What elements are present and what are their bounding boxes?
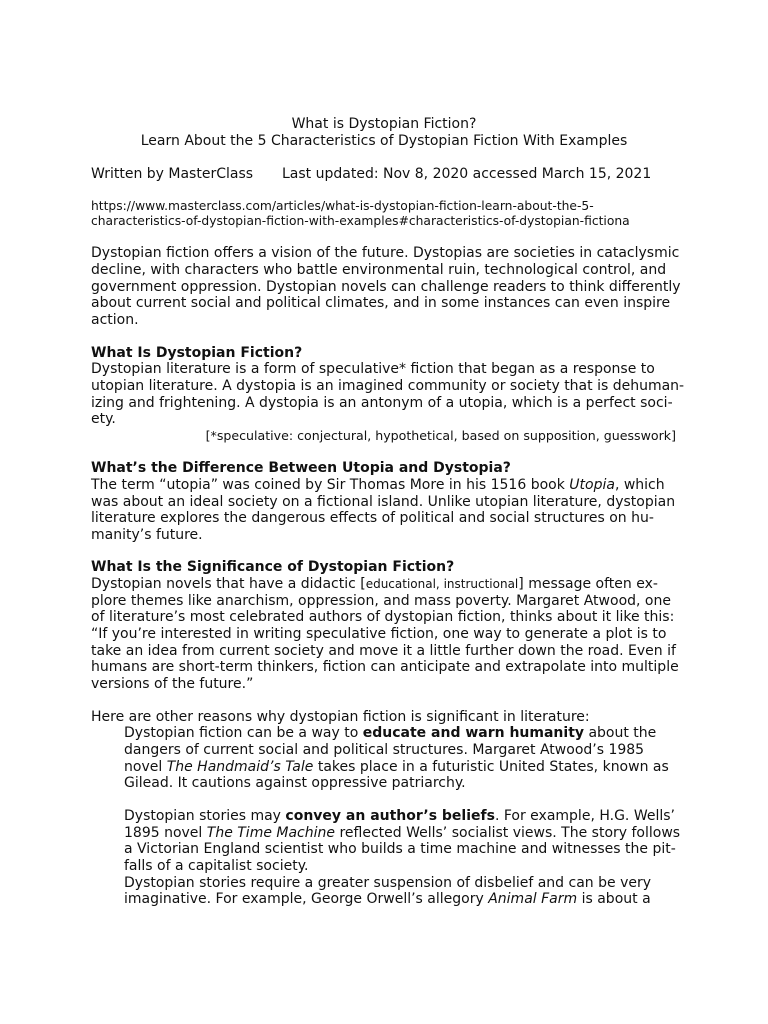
reason2-line-3: a Victorian England scientist who builds a time machine and witnesses the pit- bbox=[124, 841, 676, 857]
heading-what-is-dystopian-fiction: What Is Dystopian Fiction? bbox=[91, 345, 303, 361]
section3-line-3: of literature’s most celebrated authors of dystopian fiction, thinks about it like this: bbox=[91, 609, 675, 625]
intro-line-3: government oppression. Dystopian novels can challenge readers to think differently bbox=[91, 279, 681, 295]
section2-line-2: was about an ideal society on a fictional island. Unlike utopian literature, dystopian bbox=[91, 494, 676, 510]
reason3-line-1: Dystopian stories require a greater suspension of disbelief and can be very bbox=[124, 875, 652, 891]
section3-line-5: take an idea from current society and move it a little further down the road. Even if bbox=[91, 643, 676, 659]
intro-line-4: about current social and political climates, and in some instances can even inspire bbox=[91, 295, 671, 311]
section2-line-3: literature explores the dangerous effects of political and social structures on hu- bbox=[91, 510, 654, 526]
section1-line-2: utopian literature. A dystopia is an imagined community or society that is dehuman- bbox=[91, 378, 685, 394]
section1-line-1: Dystopian literature is a form of speculative* fiction that began as a response to bbox=[91, 361, 655, 377]
intro-line-5: action. bbox=[91, 312, 139, 328]
reason2-line-1: Dystopian stories may convey an author’s beliefs. For example, H.G. Wells’ bbox=[124, 808, 675, 824]
reason1-line-2: dangers of current social and political structures. Margaret Atwood’s 1985 bbox=[124, 742, 645, 758]
source-url-line-1: https://www.masterclass.com/articles/what-is-dystopian-fiction-learn-about-the-5- bbox=[91, 199, 594, 213]
document-subtitle: Learn About the 5 Characteristics of Dystopian Fiction With Examples bbox=[140, 133, 628, 149]
byline-author: Written by MasterClass bbox=[91, 166, 254, 182]
section3-line-1: Dystopian novels that have a didactic [educational, instructional] message often ex- bbox=[91, 576, 658, 592]
heading-utopia-vs-dystopia: What’s the Difference Between Utopia and Dystopia? bbox=[91, 460, 511, 476]
document-title: What is Dystopian Fiction? bbox=[291, 116, 477, 132]
source-url-line-2: characteristics-of-dystopian-fiction-with-examples#characteristics-of-dystopian-fictiona bbox=[91, 214, 630, 228]
reason1-line-3: novel The Handmaid’s Tale takes place in a futuristic United States, known as bbox=[124, 759, 669, 775]
reasons-lead: Here are other reasons why dystopian fiction is significant in literature: bbox=[91, 709, 590, 725]
byline-updated: Last updated: Nov 8, 2020 accessed March 15, 2021 bbox=[282, 166, 652, 182]
reason2-line-4: falls of a capitalist society. bbox=[124, 858, 309, 874]
section3-line-7: versions of the future.” bbox=[91, 676, 254, 692]
section3-line-2: plore themes like anarchism, oppression, and mass poverty. Margaret Atwood, one bbox=[91, 593, 671, 609]
reason1-line-1: Dystopian fiction can be a way to educate and warn humanity about the bbox=[124, 725, 657, 741]
reason2-line-2: 1895 novel The Time Machine reflected Wells’ socialist views. The story follows bbox=[124, 825, 681, 841]
section2-line-1: The term “utopia” was coined by Sir Thomas More in his 1516 book Utopia, which bbox=[91, 477, 665, 493]
heading-significance: What Is the Significance of Dystopian Fiction? bbox=[91, 559, 455, 575]
reason3-line-2: imaginative. For example, George Orwell’s allegory Animal Farm is about a bbox=[124, 891, 651, 907]
section1-line-4: ety. bbox=[91, 411, 116, 427]
speculative-footnote: [*speculative: conjectural, hypothetical, based on supposition, guesswork] bbox=[205, 428, 676, 443]
section3-line-6: humans are short-term thinkers, fiction can anticipate and extrapolate into multiple bbox=[91, 659, 679, 675]
reason1-line-4: Gilead. It cautions against oppressive patriarchy. bbox=[124, 775, 466, 791]
intro-line-1: Dystopian fiction offers a vision of the future. Dystopias are societies in cataclysmic bbox=[91, 245, 680, 261]
section1-line-3: izing and frightening. A dystopia is an antonym of a utopia, which is a perfect soci- bbox=[91, 395, 673, 411]
section2-line-4: manity’s future. bbox=[91, 527, 203, 543]
intro-line-2: decline, with characters who battle environmental ruin, technological control, and bbox=[91, 262, 667, 278]
section3-line-4: “If you’re interested in writing speculative fiction, one way to generate a plot is to bbox=[91, 626, 667, 642]
